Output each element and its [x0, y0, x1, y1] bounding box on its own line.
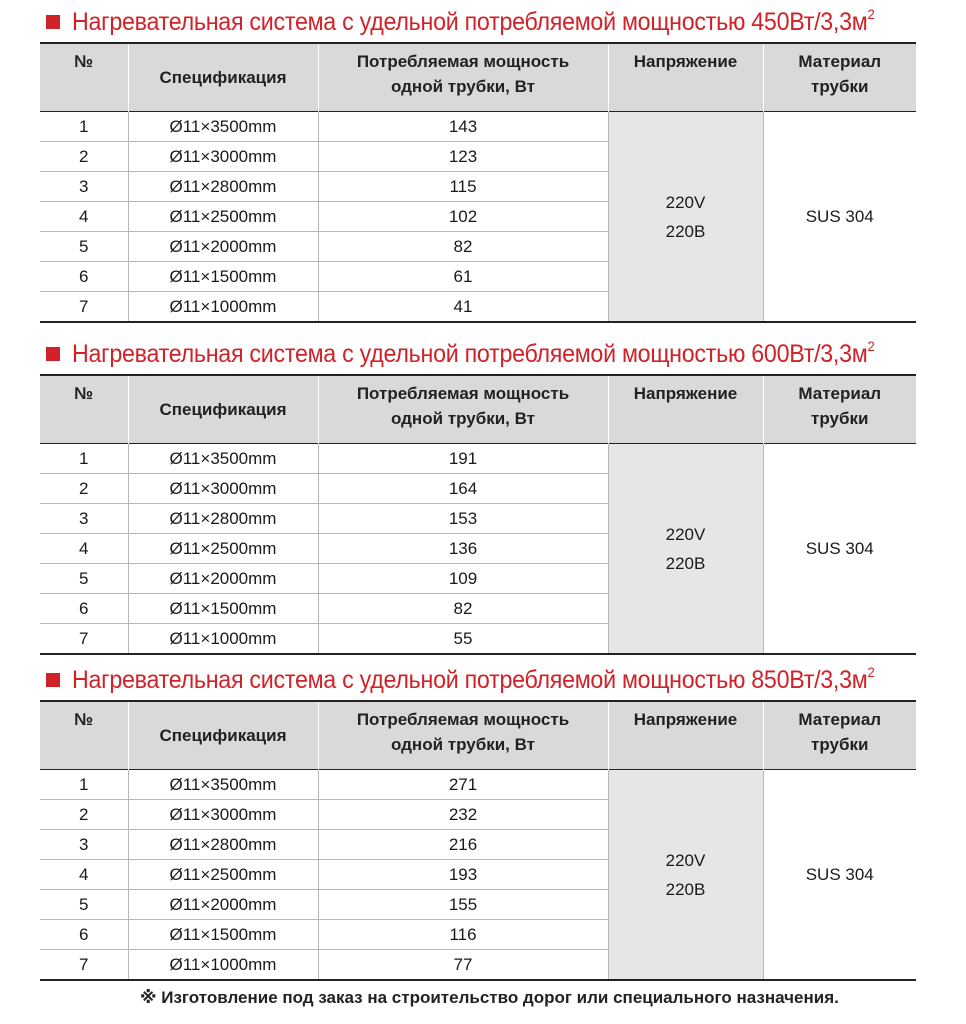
row-number: 1 [40, 444, 128, 474]
row-number: 3 [40, 830, 128, 860]
voltage-line1: 220V [665, 192, 706, 212]
row-number: 4 [40, 202, 128, 232]
header-material-line2: трубки [811, 409, 869, 428]
header-material-line1: Материал [798, 384, 882, 403]
voltage-line2: 220В [665, 879, 706, 899]
row-number: 1 [40, 770, 128, 800]
row-spec: Ø11×3000mm [128, 142, 318, 172]
table-row [40, 112, 916, 142]
header-material-line2: трубки [811, 77, 869, 96]
header-spec: Спецификация [128, 375, 318, 444]
voltage-cell [608, 444, 763, 655]
row-spec: Ø11×3500mm [128, 770, 318, 800]
header-no: № [40, 43, 128, 112]
header-power [318, 43, 608, 112]
header-power-line2: одной трубки, Вт [390, 735, 535, 754]
row-number: 5 [40, 232, 128, 262]
row-number: 5 [40, 890, 128, 920]
section-850 [40, 660, 916, 981]
section-title [40, 334, 916, 374]
row-power: 216 [318, 830, 608, 860]
row-number: 6 [40, 594, 128, 624]
row-power: 116 [318, 920, 608, 950]
row-power: 143 [318, 112, 608, 142]
row-spec: Ø11×2800mm [128, 830, 318, 860]
row-spec: Ø11×2000mm [128, 232, 318, 262]
row-spec: Ø11×1500mm [128, 594, 318, 624]
row-number: 6 [40, 920, 128, 950]
table-header-row [40, 701, 916, 770]
header-power-line1: Потребляемая мощность [356, 710, 570, 729]
spec-table [40, 42, 916, 323]
header-power-line2: одной трубки, Вт [390, 77, 535, 96]
row-power: 155 [318, 890, 608, 920]
voltage-line2: 220В [665, 553, 706, 573]
row-power: 232 [318, 800, 608, 830]
square-bullet-icon [46, 673, 60, 687]
spec-table [40, 374, 916, 655]
row-number: 3 [40, 172, 128, 202]
section-600 [40, 334, 916, 655]
header-material-line1: Материал [798, 710, 882, 729]
section-title [40, 2, 916, 42]
row-power: 123 [318, 142, 608, 172]
voltage-cell [608, 112, 763, 323]
row-number: 7 [40, 624, 128, 655]
row-spec: Ø11×3500mm [128, 444, 318, 474]
row-power: 109 [318, 564, 608, 594]
row-spec: Ø11×2000mm [128, 890, 318, 920]
row-spec: Ø11×3000mm [128, 474, 318, 504]
header-power [318, 375, 608, 444]
header-material [763, 375, 916, 444]
row-spec: Ø11×1000mm [128, 292, 318, 323]
row-number: 5 [40, 564, 128, 594]
row-spec: Ø11×2500mm [128, 202, 318, 232]
section-title-text: Нагревательная система с удельной потребляемой мощностью 850Вт/3,3м [72, 665, 868, 694]
row-power: 115 [318, 172, 608, 202]
row-number: 2 [40, 142, 128, 172]
row-spec: Ø11×2000mm [128, 564, 318, 594]
row-spec: Ø11×2800mm [128, 172, 318, 202]
header-no: № [40, 375, 128, 444]
row-power: 55 [318, 624, 608, 655]
section-title-superscript: 2 [867, 5, 875, 22]
header-no: № [40, 701, 128, 770]
row-spec: Ø11×1000mm [128, 950, 318, 981]
voltage-line1: 220V [665, 850, 706, 870]
header-spec: Спецификация [128, 43, 318, 112]
section-title-text: Нагревательная система с удельной потребляемой мощностью 600Вт/3,3м [72, 339, 868, 368]
spec-table [40, 700, 916, 981]
row-number: 6 [40, 262, 128, 292]
row-spec: Ø11×1000mm [128, 624, 318, 655]
header-voltage: Напряжение [608, 701, 763, 770]
row-number: 4 [40, 860, 128, 890]
table-row [40, 444, 916, 474]
material-cell: SUS 304 [763, 112, 916, 323]
header-material [763, 701, 916, 770]
square-bullet-icon [46, 347, 60, 361]
row-power: 77 [318, 950, 608, 981]
row-power: 136 [318, 534, 608, 564]
voltage-cell [608, 770, 763, 981]
row-power: 41 [318, 292, 608, 323]
row-power: 82 [318, 594, 608, 624]
row-power: 61 [318, 262, 608, 292]
row-number: 4 [40, 534, 128, 564]
square-bullet-icon [46, 15, 60, 29]
section-450 [40, 2, 916, 323]
row-power: 193 [318, 860, 608, 890]
header-power-line1: Потребляемая мощность [356, 52, 570, 71]
header-power [318, 701, 608, 770]
section-title-superscript: 2 [867, 337, 875, 354]
row-power: 82 [318, 232, 608, 262]
header-power-line1: Потребляемая мощность [356, 384, 570, 403]
row-power: 102 [318, 202, 608, 232]
row-spec: Ø11×2500mm [128, 534, 318, 564]
row-power: 271 [318, 770, 608, 800]
section-title-text: Нагревательная система с удельной потребляемой мощностью 450Вт/3,3м [72, 7, 868, 36]
row-spec: Ø11×3500mm [128, 112, 318, 142]
row-number: 2 [40, 800, 128, 830]
footnote: ※ Изготовление под заказ на строительство дорог или специального назначения. [140, 988, 839, 1007]
table-header-row [40, 375, 916, 444]
row-spec: Ø11×2500mm [128, 860, 318, 890]
section-title-superscript: 2 [867, 663, 875, 680]
header-material [763, 43, 916, 112]
material-cell: SUS 304 [763, 770, 916, 981]
voltage-line1: 220V [665, 524, 706, 544]
header-power-line2: одной трубки, Вт [390, 409, 535, 428]
row-spec: Ø11×1500mm [128, 262, 318, 292]
row-spec: Ø11×2800mm [128, 504, 318, 534]
material-cell: SUS 304 [763, 444, 916, 655]
row-power: 164 [318, 474, 608, 504]
voltage-line2: 220В [665, 221, 706, 241]
row-spec: Ø11×3000mm [128, 800, 318, 830]
row-number: 7 [40, 950, 128, 981]
row-number: 1 [40, 112, 128, 142]
row-number: 7 [40, 292, 128, 323]
header-spec: Спецификация [128, 701, 318, 770]
section-title [40, 660, 916, 700]
header-voltage: Напряжение [608, 43, 763, 112]
row-number: 2 [40, 474, 128, 504]
table-header-row [40, 43, 916, 112]
header-voltage: Напряжение [608, 375, 763, 444]
row-spec: Ø11×1500mm [128, 920, 318, 950]
table-row [40, 770, 916, 800]
row-number: 3 [40, 504, 128, 534]
row-power: 153 [318, 504, 608, 534]
header-material-line1: Материал [798, 52, 882, 71]
header-material-line2: трубки [811, 735, 869, 754]
row-power: 191 [318, 444, 608, 474]
